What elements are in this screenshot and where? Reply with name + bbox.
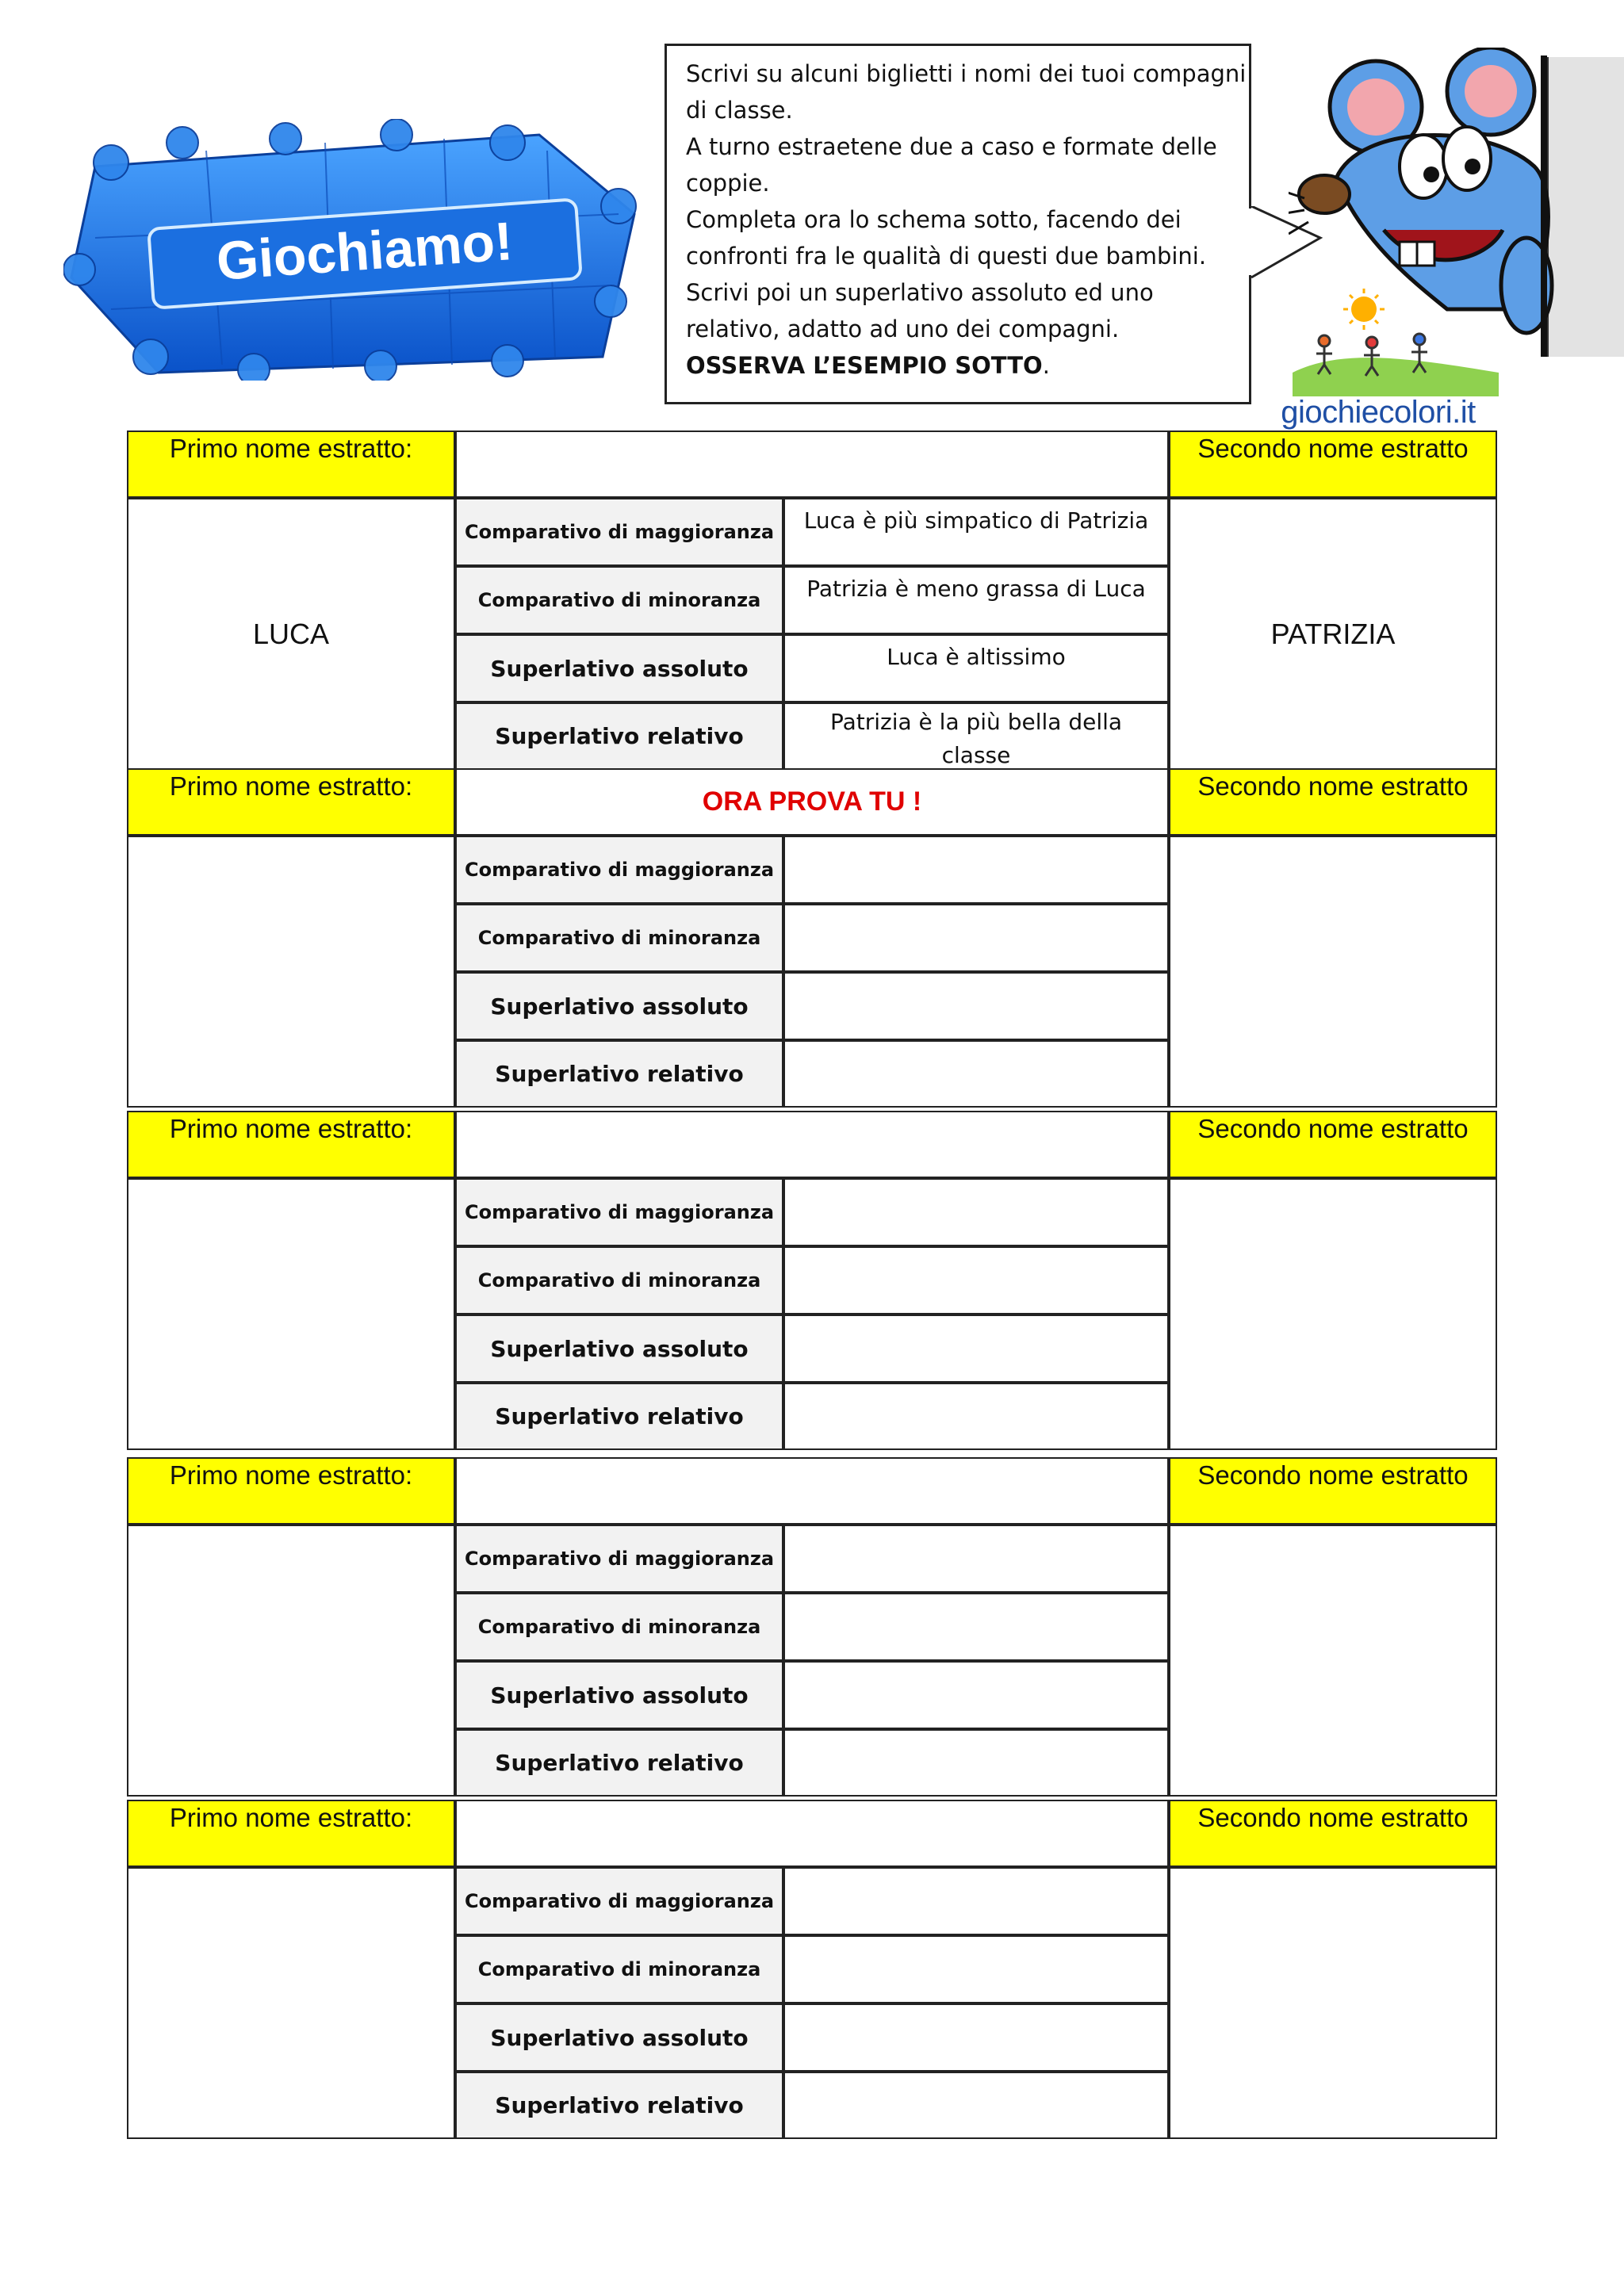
- instructions-bubble: [665, 44, 1251, 404]
- middle-header: [455, 430, 1169, 498]
- primo-header: Primo nome estratto:: [127, 430, 455, 498]
- instruction-line: Scrivi poi un superlativo assoluto ed uno: [686, 279, 1154, 306]
- value-superlativo-relativo[interactable]: [783, 1383, 1169, 1450]
- label-comparativo-maggioranza: Comparativo di maggioranza: [455, 1178, 783, 1246]
- value-comparativo-maggioranza[interactable]: Luca è più simpatico di Patrizia: [783, 498, 1169, 566]
- label-superlativo-relativo: Superlativo relativo: [455, 1383, 783, 1450]
- middle-header: [455, 1111, 1169, 1178]
- instruction-line: confronti fra le qualità di questi due bambini.: [686, 243, 1207, 270]
- label-comparativo-maggioranza: Comparativo di maggioranza: [455, 1525, 783, 1593]
- value-comparativo-minoranza[interactable]: [783, 1246, 1169, 1314]
- label-superlativo-assoluto: Superlativo assoluto: [455, 1314, 783, 1383]
- second-name-cell[interactable]: PATRIZIA: [1169, 498, 1497, 770]
- instruction-line: relativo, adatto ad uno dei compagni.: [686, 316, 1120, 342]
- label-superlativo-relativo: Superlativo relativo: [455, 1040, 783, 1108]
- label-superlativo-relativo: Superlativo relativo: [455, 2072, 783, 2139]
- label-comparativo-minoranza: Comparativo di minoranza: [455, 1593, 783, 1661]
- first-name-cell[interactable]: LUCA: [127, 498, 455, 770]
- label-superlativo-relativo: Superlativo relativo: [455, 1729, 783, 1797]
- brand-logo-text: giochiecolori.it: [1281, 395, 1476, 430]
- instruction-line: Completa ora lo schema sotto, facendo dei: [686, 206, 1182, 233]
- value-comparativo-maggioranza[interactable]: [783, 1867, 1169, 1935]
- label-superlativo-relativo: Superlativo relativo: [455, 702, 783, 770]
- first-name-cell[interactable]: [127, 1867, 455, 2139]
- instruction-line: coppie.: [686, 170, 770, 197]
- secondo-header: Secondo nome estratto: [1169, 1111, 1497, 1178]
- second-name-cell[interactable]: [1169, 1867, 1497, 2139]
- primo-header: Primo nome estratto:: [127, 1800, 455, 1867]
- label-superlativo-assoluto: Superlativo assoluto: [455, 634, 783, 702]
- value-comparativo-minoranza[interactable]: [783, 1935, 1169, 2003]
- second-name-cell[interactable]: [1169, 1178, 1497, 1450]
- pair-block-example: [127, 430, 1497, 770]
- secondo-header: Secondo nome estratto: [1169, 1800, 1497, 1867]
- value-superlativo-assoluto[interactable]: [783, 972, 1169, 1040]
- label-comparativo-minoranza: Comparativo di minoranza: [455, 904, 783, 972]
- logo-text: Giochiamo!: [214, 211, 515, 292]
- instruction-line: Scrivi su alcuni biglietti i nomi dei tuoi compagni: [686, 60, 1247, 87]
- pair-block: [127, 1457, 1497, 1797]
- secondo-header: Secondo nome estratto: [1169, 1457, 1497, 1525]
- value-superlativo-relativo[interactable]: [783, 1729, 1169, 1797]
- value-superlativo-assoluto[interactable]: Luca è altissimo: [783, 634, 1169, 702]
- instruction-line: A turno estraetene due a caso e formate delle: [686, 133, 1217, 160]
- middle-header: [455, 1457, 1169, 1525]
- first-name-cell[interactable]: [127, 1178, 455, 1450]
- value-superlativo-relativo[interactable]: Patrizia è la più bella della classe: [783, 702, 1169, 770]
- label-superlativo-assoluto: Superlativo assoluto: [455, 2003, 783, 2072]
- value-comparativo-maggioranza[interactable]: [783, 836, 1169, 904]
- puzzle-logo: [63, 119, 650, 381]
- middle-header: ORA PROVA TU !: [455, 768, 1169, 836]
- secondo-header: Secondo nome estratto: [1169, 768, 1497, 836]
- middle-header: [455, 1800, 1169, 1867]
- label-comparativo-minoranza: Comparativo di minoranza: [455, 1935, 783, 2003]
- label-comparativo-minoranza: Comparativo di minoranza: [455, 566, 783, 634]
- instruction-bold: OSSERVA L’ESEMPIO SOTTO: [686, 352, 1043, 379]
- value-comparativo-maggioranza[interactable]: [783, 1178, 1169, 1246]
- primo-header: Primo nome estratto:: [127, 1457, 455, 1525]
- value-superlativo-assoluto[interactable]: [783, 2003, 1169, 2072]
- value-comparativo-minoranza[interactable]: [783, 1593, 1169, 1661]
- primo-header: Primo nome estratto:: [127, 1111, 455, 1178]
- value-superlativo-assoluto[interactable]: [783, 1661, 1169, 1729]
- value-comparativo-minoranza[interactable]: [783, 904, 1169, 972]
- brand-children-icon: [1293, 285, 1499, 396]
- second-name-cell[interactable]: [1169, 836, 1497, 1108]
- primo-header: Primo nome estratto:: [127, 768, 455, 836]
- label-comparativo-maggioranza: Comparativo di maggioranza: [455, 498, 783, 566]
- value-comparativo-maggioranza[interactable]: [783, 1525, 1169, 1593]
- label-comparativo-maggioranza: Comparativo di maggioranza: [455, 836, 783, 904]
- first-name-cell[interactable]: [127, 836, 455, 1108]
- pair-block: [127, 1111, 1497, 1450]
- value-comparativo-minoranza[interactable]: Patrizia è meno grassa di Luca: [783, 566, 1169, 634]
- instruction-end: .: [1042, 352, 1050, 379]
- first-name-cell[interactable]: [127, 1525, 455, 1797]
- label-comparativo-minoranza: Comparativo di minoranza: [455, 1246, 783, 1314]
- value-superlativo-relativo[interactable]: [783, 1040, 1169, 1108]
- value-superlativo-assoluto[interactable]: [783, 1314, 1169, 1383]
- pair-block: [127, 1800, 1497, 2139]
- label-comparativo-maggioranza: Comparativo di maggioranza: [455, 1867, 783, 1935]
- second-name-cell[interactable]: [1169, 1525, 1497, 1797]
- value-superlativo-relativo[interactable]: [783, 2072, 1169, 2139]
- label-superlativo-assoluto: Superlativo assoluto: [455, 1661, 783, 1729]
- pair-block: [127, 768, 1497, 1108]
- secondo-header: Secondo nome estratto: [1169, 430, 1497, 498]
- instruction-line: di classe.: [686, 97, 793, 124]
- label-superlativo-assoluto: Superlativo assoluto: [455, 972, 783, 1040]
